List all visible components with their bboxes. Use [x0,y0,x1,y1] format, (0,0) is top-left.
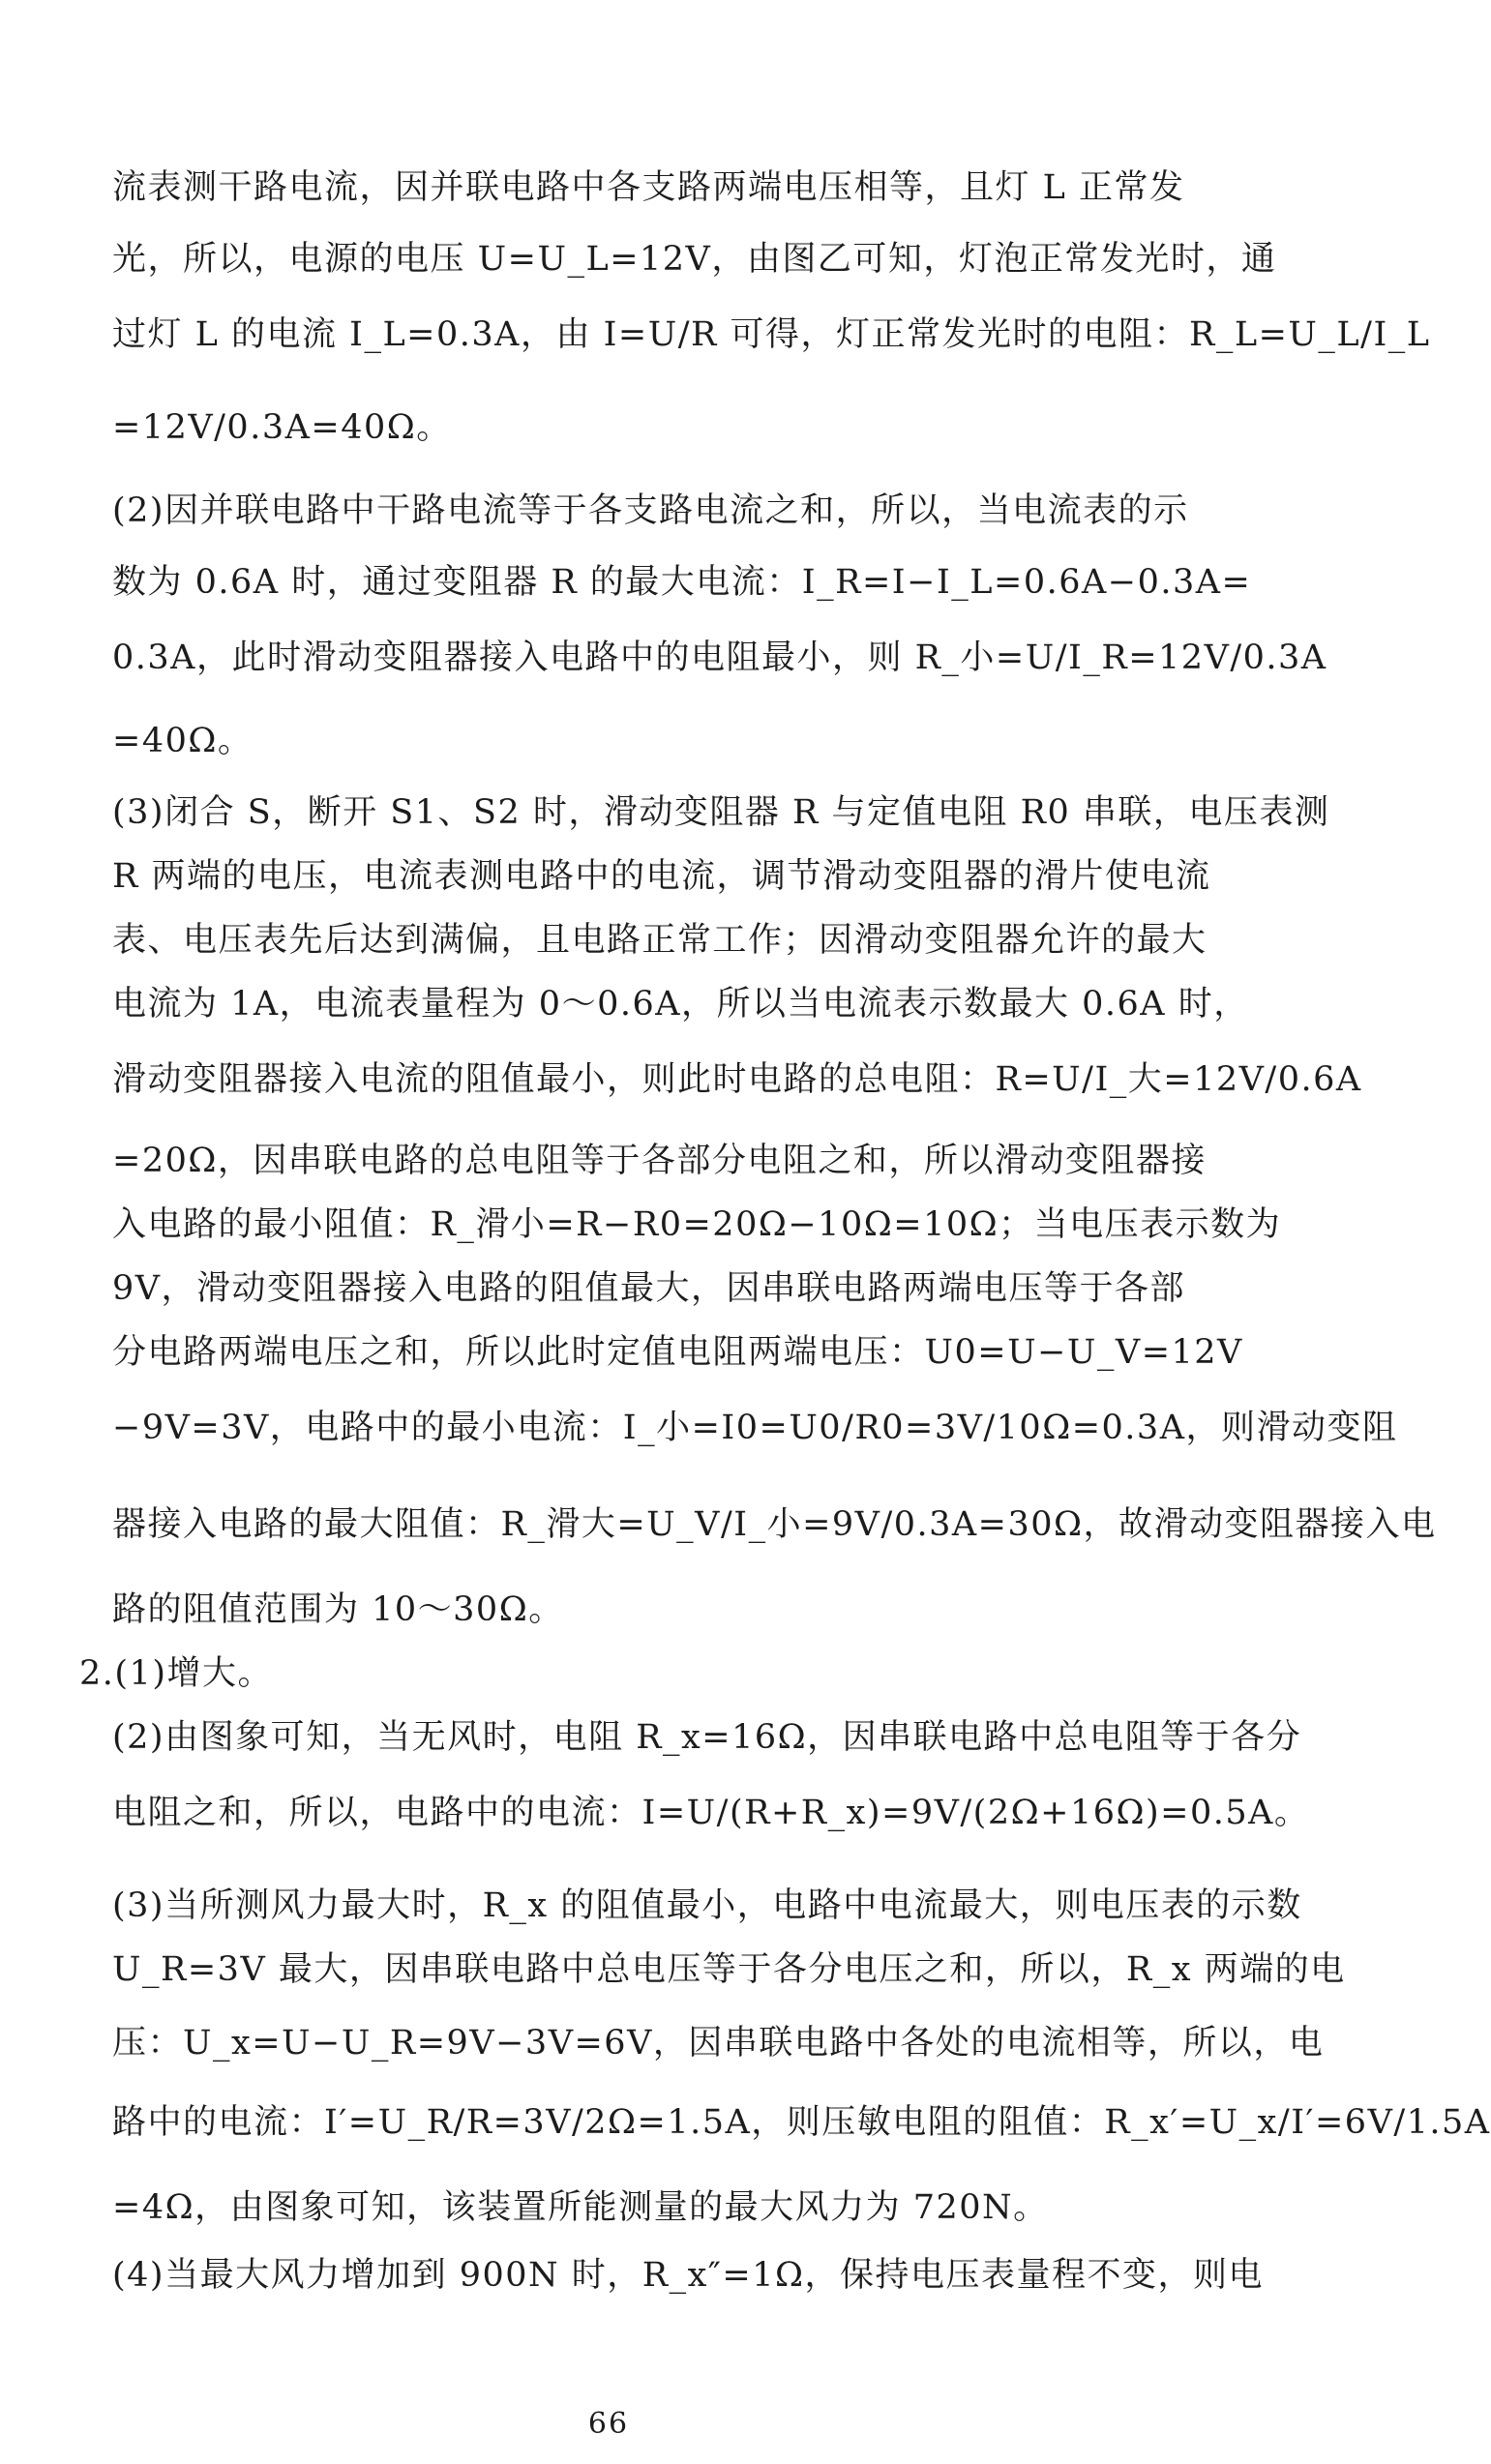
text-line: 压：U_x=U−U_R=9V−3V=6V，因串联电路中各处的电流相等，所以，电 [112,2024,1325,2063]
text-line: 入电路的最小阻值：R_滑小=R−R0=20Ω−10Ω=10Ω；当电压表示数为 [112,1205,1282,1244]
text-line: 9V，滑动变阻器接入电路的阻值最大，因串联电路两端电压等于各部 [112,1269,1186,1308]
text-line: (3)闭合 S，断开 S1、S2 时，滑动变阻器 R 与定值电阻 R0 串联，电压表测 [112,793,1330,832]
text-line: −9V=3V，电路中的最小电流：I_小=I0=U0/R0=3V/10Ω=0.3A，则滑动变阻 [112,1409,1398,1447]
text-line: 光，所以，电源的电压 U=U_L=12V，由图乙可知，灯泡正常发光时，通 [112,240,1277,279]
text-line: U_R=3V 最大，因串联电路中总电压等于各分电压之和，所以，R_x 两端的电 [112,1950,1346,1989]
text-line: 路中的电流：I′=U_R/R=3V/2Ω=1.5A，则压敏电阻的阻值：R_x′=U_x/I′=6V/1.5A [112,2103,1491,2142]
text-line: =20Ω，因串联电路的总电阻等于各部分电阻之和，所以滑动变阻器接 [112,1142,1207,1180]
text-line: 2.(1)增大。 [79,1654,273,1693]
text-line: (2)因并联电路中干路电流等于各支路电流之和，所以，当电流表的示 [112,491,1189,530]
page-number: 66 [587,2407,630,2441]
text-line: 分电路两端电压之和，所以此时定值电阻两端电压：U0=U−U_V=12V [112,1333,1243,1372]
text-line: 滑动变阻器接入电流的阻值最小，则此时电路的总电阻：R=U/I_大=12V/0.6A [112,1060,1362,1099]
text-line: 数为 0.6A 时，通过变阻器 R 的最大电流：I_R=I−I_L=0.6A−0.3A= [112,563,1252,602]
text-line: 电阻之和，所以，电路中的电流：I=U/(R+R_x)=9V/(2Ω+16Ω)=0.5A。 [112,1794,1310,1832]
text-line: =40Ω。 [112,722,253,760]
text-line: (4)当最大风力增加到 900N 时，R_x″=1Ω，保持电压表量程不变，则电 [112,2256,1265,2295]
text-line: R 两端的电压，电流表测电路中的电流，调节滑动变阻器的滑片使电流 [112,857,1211,896]
text-line: 过灯 L 的电流 I_L=0.3A，由 I=U/R 可得，灯正常发光时的电阻：R_L=U_L/I_L [112,315,1431,354]
text-line: 电流为 1A，电流表量程为 0～0.6A，所以当电流表示数最大 0.6A 时， [112,985,1249,1024]
text-line: 流表测干路电流，因并联电路中各支路两端电压相等，且灯 L 正常发 [112,168,1185,207]
text-line: =4Ω，由图象可知，该装置所能测量的最大风力为 720N。 [112,2188,1049,2227]
text-line: 路的阻值范围为 10～30Ω。 [112,1590,564,1629]
text-line: (2)由图象可知，当无风时，电阻 R_x=16Ω，因串联电路中总电阻等于各分 [112,1718,1302,1757]
text-line: =12V/0.3A=40Ω。 [112,408,452,447]
text-line: 0.3A，此时滑动变阻器接入电路中的电阻最小，则 R_小=U/I_R=12V/0.3A [112,638,1327,677]
text-line: 表、电压表先后达到满偏，且电路正常工作；因滑动变阻器允许的最大 [112,921,1208,960]
text-line: 器接入电路的最大阻值：R_滑大=U_V/I_小=9V/0.3A=30Ω，故滑动变阻器接入电 [112,1505,1437,1544]
text-line: (3)当所测风力最大时，R_x 的阻值最小，电路中电流最大，则电压表的示数 [112,1886,1302,1925]
